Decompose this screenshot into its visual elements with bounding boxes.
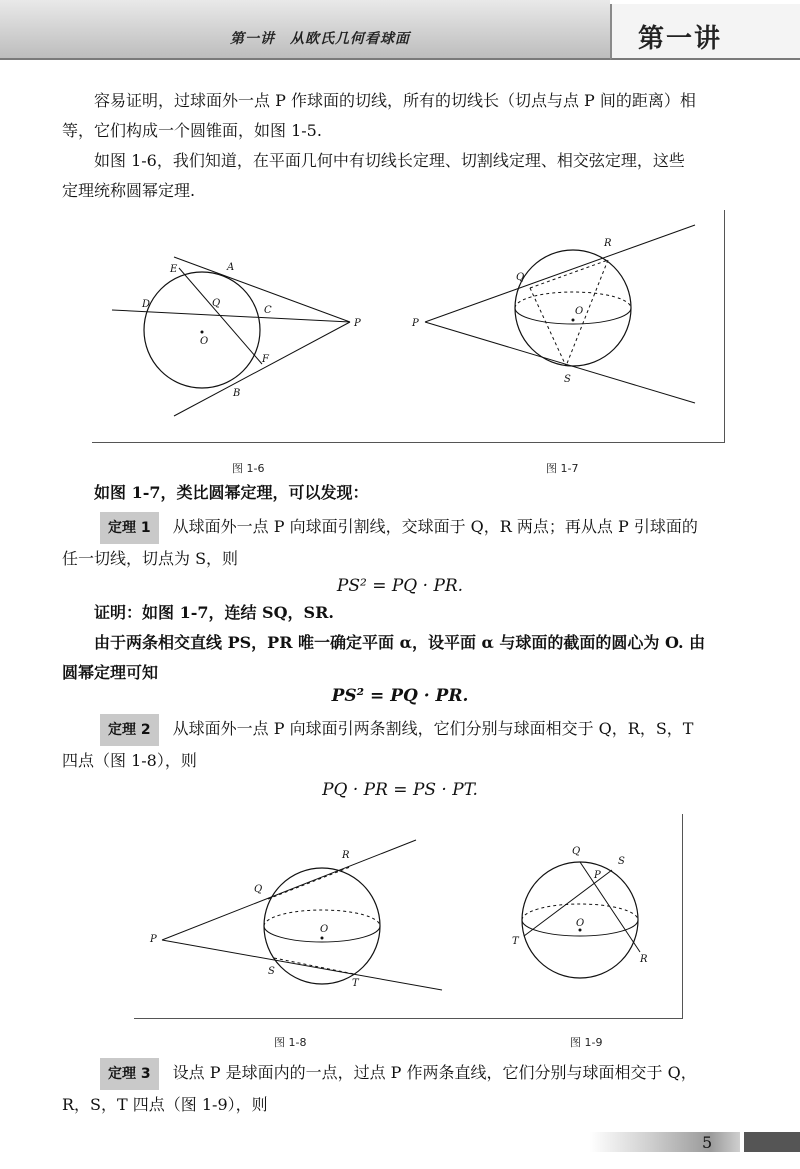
chapter-tab-label: 第一讲 bbox=[638, 24, 723, 54]
label-P: P bbox=[150, 934, 157, 945]
label-Q: Q bbox=[572, 846, 581, 857]
label-R: R bbox=[604, 238, 612, 249]
theorem-3-tag: 定理 3 bbox=[100, 1058, 159, 1090]
label-O: O bbox=[576, 918, 585, 929]
label-T: T bbox=[352, 978, 359, 989]
label-C: C bbox=[264, 305, 272, 316]
theorem-3-line-1: 设点 P 是球面内的一点，过点 P 作两条直线，它们分别与球面相交于 Q， bbox=[172, 1063, 697, 1082]
theorem-2-equation: PQ · PR = PS · PT. bbox=[322, 780, 478, 800]
caption-figure-1-8: 图 1-8 bbox=[274, 1036, 307, 1049]
label-B: B bbox=[233, 388, 241, 399]
theorem-3 bbox=[62, 1058, 752, 1120]
theorem-2-line-1: 从球面外一点 P 向球面引两条割线，它们分别与球面相交于 Q，R，S，T bbox=[172, 719, 694, 738]
caption-figure-1-7: 图 1-7 bbox=[546, 462, 579, 475]
label-O: O bbox=[320, 924, 329, 935]
page-number: 5 bbox=[702, 1133, 713, 1152]
caption-figure-1-6: 图 1-6 bbox=[232, 462, 265, 475]
page-header bbox=[0, 0, 800, 62]
label-R: R bbox=[342, 850, 350, 861]
paragraph-2 bbox=[62, 146, 752, 206]
proof-equation: PS² = PQ · PR. bbox=[331, 686, 469, 706]
paragraph-1-line-1: 容易证明，过球面外一点 P 作球面的切线，所有的切线长（切点与点 P 间的距离）相 bbox=[94, 91, 696, 110]
theorem-1-equation: PS² = PQ · PR. bbox=[336, 576, 464, 596]
label-O: O bbox=[200, 336, 209, 347]
proof-text: 证明：如图 1-7，连结 SQ，SR. bbox=[94, 603, 334, 622]
paragraph-1 bbox=[62, 86, 752, 146]
theorem-1-line-2: 任一切线，切点为 S，则 bbox=[62, 549, 239, 568]
caption-figure-1-9: 图 1-9 bbox=[570, 1036, 603, 1049]
paragraph-3 bbox=[62, 478, 752, 508]
label-D: D bbox=[142, 299, 151, 310]
label-E: E bbox=[170, 264, 178, 275]
label-P: P bbox=[354, 318, 361, 329]
theorem-1-line-1: 从球面外一点 P 向球面引割线，交球面于 Q，R 两点；再从点 P 引球面的 bbox=[172, 517, 698, 536]
paragraph-2-line-2: 定理统称圆幂定理. bbox=[62, 181, 196, 200]
label-P: P bbox=[412, 318, 419, 329]
paragraph-4-line-1: 由于两条相交直线 PS，PR 唯一确定平面 α，设平面 α 与球面的截面的圆心为 O. 由 bbox=[94, 633, 706, 652]
label-Q: Q bbox=[516, 272, 525, 283]
theorem-2-line-2: 四点（图 1-8），则 bbox=[62, 751, 197, 770]
figure-1-9 bbox=[134, 814, 682, 1018]
paragraph-3-text: 如图 1-7，类比圆幂定理，可以发现： bbox=[94, 483, 369, 502]
footer-dark-block bbox=[744, 1132, 800, 1152]
theorem-2-tag: 定理 2 bbox=[100, 714, 159, 746]
theorem-3-line-2: R，S，T 四点（图 1-9），则 bbox=[62, 1095, 268, 1114]
label-P: P bbox=[594, 870, 601, 881]
theorem-2 bbox=[62, 714, 752, 776]
chapter-tab bbox=[610, 4, 800, 60]
paragraph-4 bbox=[62, 628, 752, 688]
label-S: S bbox=[268, 966, 275, 977]
theorem-1 bbox=[62, 512, 752, 574]
footer-bar bbox=[590, 1132, 740, 1152]
theorem-1-tag: 定理 1 bbox=[100, 512, 159, 544]
label-O: O bbox=[575, 306, 584, 317]
figure-1-7 bbox=[92, 210, 724, 442]
paragraph-1-line-2: 等，它们构成一个圆锥面，如图 1-5. bbox=[62, 121, 322, 140]
label-Q: Q bbox=[254, 884, 263, 895]
paragraph-4-line-2: 圆幂定理可知 bbox=[62, 663, 159, 682]
paragraph-2-line-1: 如图 1-6，我们知道，在平面几何中有切线长定理、切割线定理、相交弦定理，这些 bbox=[94, 151, 685, 170]
label-T: T bbox=[512, 936, 519, 947]
label-S: S bbox=[564, 374, 571, 385]
chapter-title: 第一讲 从欧氏几何看球面 bbox=[230, 31, 410, 47]
label-R: R bbox=[640, 954, 648, 965]
label-Q: Q bbox=[212, 298, 221, 309]
label-A: A bbox=[227, 262, 235, 273]
label-S: S bbox=[618, 856, 625, 867]
proof-line bbox=[62, 598, 752, 628]
label-F: F bbox=[262, 354, 269, 365]
